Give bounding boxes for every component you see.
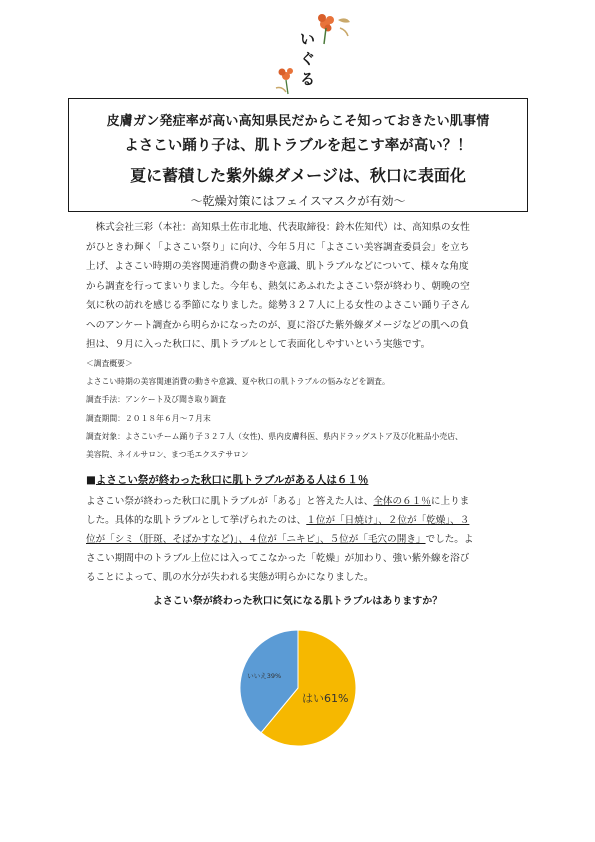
intro-line: 株式会社三彩（本社：高知県土佐市北地、代表取締役：鈴木佐知代）は、高知県の女性 (95, 222, 470, 233)
logo-text-i: い (300, 30, 316, 48)
logo-text-gu: ぐ (300, 50, 316, 68)
finding-paragraph (86, 492, 526, 587)
intro-line: へのアンケート調査から明らかになったのが、夏に浴びた紫外線ダメージなどの肌への負 (86, 319, 469, 331)
survey-overview (86, 355, 526, 464)
square-bullet-icon: ■ (86, 474, 96, 486)
headline-line-2: よさこい踊り子は、肌トラブルを起こす率が高い？！ (124, 138, 472, 154)
survey-method: 調査手法：アンケート及び聞き取り調査 (86, 395, 226, 405)
logo-text-ru: る (300, 70, 316, 88)
intro-line: がひときわ輝く「よさこい祭り」に向け、今年５月に「よさこい美容調査委員会」を立ち (86, 241, 470, 253)
finding-line: した。具体的な肌トラブルとして挙げられたのは、１位が「日焼け」、２位が「乾燥」、３ (86, 515, 470, 526)
finding-line: 位が「シミ（肝斑、そばかすなど)」、４位が「ニキビ」、５位が「毛穴の開き」でした。よ (86, 534, 474, 545)
intro-line: から調査を行ってまいりました。今年も、熱気にあふれたよさこい祭が終わり、朝晩の空 (86, 280, 470, 292)
intro-paragraph (86, 218, 526, 355)
survey-heading: ＜調査概要＞ (86, 359, 133, 368)
pie-label-0: はい61% (302, 691, 349, 705)
flower-icon-small (276, 68, 293, 94)
finding-line: よさこい祭が終わった秋口に肌トラブルが「ある」と答えた人は、全体の６１％に上りま (86, 496, 470, 507)
headline-subtitle: ～乾燥対策にはフェイスマスクが有効～ (190, 194, 406, 208)
chart-title: よさこい祭が終わった秋口に気になる肌トラブルはありますか？ (152, 596, 443, 607)
survey-period: 調査期間：２０１８年６月～７月末 (86, 413, 211, 423)
headline-box (68, 98, 528, 212)
headline-line-1: 皮膚ガン発症率が高い高知県民だからこそ知っておきたい肌事情 (106, 114, 490, 129)
intro-line: 気に秋の訪れを感じる季節になりました。総勢３２７人に上る女性のよさこい踊り子さん (86, 300, 470, 311)
intro-line: 上げ、よさこい時期の美容関連消費の動きや意識、肌トラブルなどについて、様々な角度 (86, 261, 469, 272)
company-logo (270, 8, 360, 98)
survey-target: 調査対象：よさこいチーム踊り子３２７人（女性)、県内皮膚科医、県内ドラッグストア及び化粧品小売店、 (86, 431, 463, 441)
headline-line-3: 夏に蓄積した紫外線ダメージは、秋口に表面化 (130, 166, 466, 185)
survey-summary: よさこい時期の美容関連消費の動きや意識、夏や秋口の肌トラブルの悩みなどを調査。 (86, 377, 390, 387)
pie-label-1: いいえ39% (247, 671, 282, 680)
section-heading: ■よさこい祭が終わった秋口に肌トラブルがある人は６１％ (86, 474, 369, 486)
flower-icon (318, 14, 350, 44)
pie-chart (218, 608, 378, 768)
intro-line: 担は、９月に入った秋口に、肌トラブルとして表面化しやすいという実態です。 (86, 339, 431, 350)
finding-line: ることによって、肌の水分が失われる実態が明らかになりました。 (86, 572, 374, 583)
finding-line: さこい期間中のトラブル上位には入ってこなかった「乾燥」が加わり、強い紫外線を浴び (86, 553, 470, 564)
survey-target-cont: 美容院、ネイルサロン、まつ毛エクステサロン (86, 450, 249, 460)
